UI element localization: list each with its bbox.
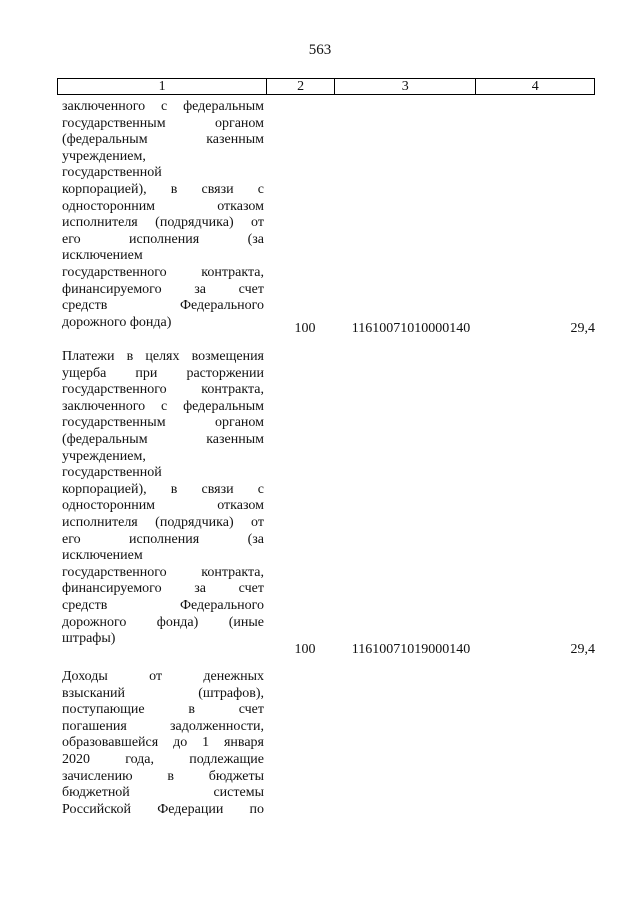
description-line: государственным органом bbox=[62, 415, 264, 431]
column-header-1: 1 bbox=[58, 79, 267, 94]
table-header bbox=[57, 78, 595, 95]
description-line: поступающие в счет bbox=[62, 702, 264, 718]
row-description bbox=[62, 669, 264, 818]
description-line: взысканий (штрафов), bbox=[62, 685, 264, 701]
description-line: (федеральным казенным bbox=[62, 132, 264, 148]
description-line: 2020 года, подлежащие bbox=[62, 751, 264, 767]
admin-code: 100 bbox=[294, 642, 316, 657]
description-line: образовавшейся до 1 января bbox=[62, 735, 264, 751]
description-line: зачислению в бюджеты bbox=[62, 768, 264, 784]
description-line: исполнителя (подрядчика) от bbox=[62, 215, 264, 231]
description-line: (федеральным казенным bbox=[62, 431, 264, 447]
description-line: Платежи в целях возмещения bbox=[62, 349, 264, 364]
description-line: государственного контракта, bbox=[62, 382, 264, 398]
description-line: учреждением, bbox=[62, 148, 146, 164]
amount: 29,4 bbox=[570, 642, 595, 657]
column-header-4: 4 bbox=[531, 79, 539, 94]
description-line: государственного контракта, bbox=[62, 564, 264, 580]
description-line: корпорацией), в связи с bbox=[62, 181, 264, 197]
description-line: штрафы) bbox=[62, 631, 116, 647]
description-line: односторонним отказом bbox=[62, 198, 264, 214]
description-line: бюджетной системы bbox=[62, 785, 264, 801]
description-line: его исполнения (за bbox=[62, 531, 264, 547]
description-line: исключением bbox=[62, 548, 143, 564]
description-line: государственным органом bbox=[62, 115, 264, 131]
description-line: его исполнения (за bbox=[62, 231, 264, 247]
description-line: заключенного с федеральным bbox=[62, 398, 264, 414]
description-line: погашения задолженности, bbox=[62, 718, 264, 734]
description-line: финансируемого за счет bbox=[62, 281, 264, 297]
description-line: заключенного с федеральным bbox=[62, 99, 264, 114]
description-line: корпорацией), в связи с bbox=[62, 481, 264, 497]
description-line: односторонним отказом bbox=[62, 498, 264, 514]
column-header-2: 2 bbox=[267, 79, 335, 94]
revenue-code: 11610071010000140 bbox=[351, 321, 471, 336]
description-line: ущерба при расторжении bbox=[62, 365, 264, 381]
row-description bbox=[62, 349, 264, 648]
description-line: дорожного фонда) bbox=[62, 314, 172, 330]
description-line: Российской Федерации по bbox=[62, 801, 264, 817]
admin-code: 100 bbox=[294, 321, 316, 336]
description-line: финансируемого за счет bbox=[62, 581, 264, 597]
description-line: исключением bbox=[62, 248, 143, 264]
column-header-3: 3 bbox=[335, 79, 476, 94]
description-line: исполнителя (подрядчика) от bbox=[62, 514, 264, 530]
amount: 29,4 bbox=[570, 321, 595, 336]
page-number: 563 bbox=[308, 42, 332, 58]
description-line: учреждением, bbox=[62, 448, 146, 464]
description-line: государственного контракта, bbox=[62, 264, 264, 280]
description-line: государственной bbox=[62, 165, 162, 181]
row-description bbox=[62, 99, 264, 331]
description-line: дорожного фонда) (иные bbox=[62, 614, 264, 630]
revenue-code: 11610071019000140 bbox=[351, 642, 471, 657]
description-line: государственной bbox=[62, 465, 162, 481]
description-line: средств Федерального bbox=[62, 597, 264, 613]
description-line: Доходы от денежных bbox=[62, 669, 264, 684]
description-line: средств Федерального bbox=[62, 298, 264, 314]
